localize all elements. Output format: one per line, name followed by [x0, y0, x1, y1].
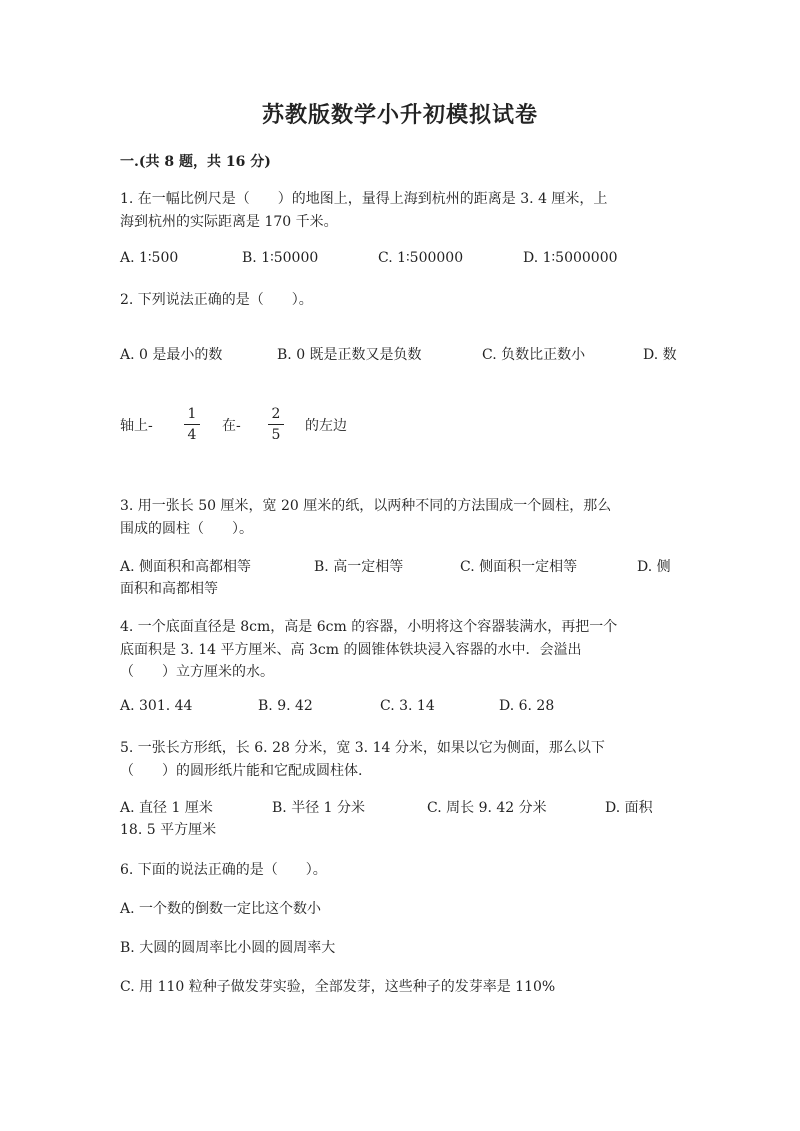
q5-option-b: B. 半径 1 分米 — [272, 800, 365, 816]
q1-stem-line1: 1. 在一幅比例尺是（ ）的地图上，量得上海到杭州的距离是 3. 4 厘米，上 — [120, 191, 608, 207]
q5-option-c: C. 周长 9. 42 分米 — [427, 800, 547, 816]
q4-stem-line2: 底面积是 3. 14 平方厘米、高 3cm 的圆锥体铁块浸入容器的水中．会溢出 — [120, 642, 582, 658]
q4-option-a: A. 301. 44 — [120, 698, 193, 714]
q5-option-a: A. 直径 1 厘米 — [120, 800, 213, 816]
fraction-numerator: 2 — [271, 406, 281, 422]
fraction-numerator: 1 — [187, 406, 197, 422]
q1-option-b: B. 1∶50000 — [242, 250, 319, 266]
fraction-two-fifths — [268, 405, 284, 444]
q5-option-d-wrap: 18. 5 平方厘米 — [120, 822, 217, 838]
q3-option-b: B. 高一定相等 — [314, 559, 404, 575]
fraction-bar — [184, 424, 200, 425]
q2-option-d: D. 数 — [643, 347, 677, 363]
fraction-denominator: 4 — [187, 427, 197, 443]
q5-stem-line2: （ ）的圆形纸片能和它配成圆柱体. — [120, 763, 363, 779]
exam-title: 苏教版数学小升初模拟试卷 — [261, 102, 538, 128]
q3-option-c: C. 侧面积一定相等 — [460, 559, 578, 575]
fraction-bar — [268, 424, 284, 425]
q6-option-a: A. 一个数的倒数一定比这个数小 — [120, 901, 322, 917]
q1-option-c: C. 1∶500000 — [378, 250, 464, 266]
q1-stem-line2: 海到杭州的实际距离是 170 千米。 — [120, 214, 338, 230]
q4-stem-line1: 4. 一个底面直径是 8cm，高是 6cm 的容器，小明将这个容器装满水，再把一个 — [120, 619, 618, 635]
q6-stem: 6. 下面的说法正确的是（ ）。 — [120, 862, 327, 878]
q4-stem-line3: （ ）立方厘米的水。 — [120, 664, 274, 680]
q4-option-d: D. 6. 28 — [499, 698, 555, 714]
q2-option-a: A. 0 是最小的数 — [120, 347, 223, 363]
q3-stem-line1: 3. 用一张长 50 厘米，宽 20 厘米的纸，以两种不同的方法围成一个圆柱，那么 — [120, 498, 612, 514]
q1-option-a: A. 1∶500 — [120, 250, 179, 266]
q6-option-b: B. 大圆的圆周率比小圆的圆周率大 — [120, 940, 336, 956]
q3-option-d-wrap: 面积和高都相等 — [120, 581, 218, 597]
q1-option-d: D. 1∶5000000 — [523, 250, 618, 266]
q2-stem: 2. 下列说法正确的是（ ）。 — [120, 292, 313, 308]
q2-option-b: B. 0 既是正数又是负数 — [277, 347, 422, 363]
q2-option-d-mid: 在- — [222, 418, 241, 434]
q2-option-c: C. 负数比正数小 — [482, 347, 586, 363]
section-heading: 一.(共 8 题，共 16 分) — [120, 154, 271, 170]
q5-stem-line1: 5. 一张长方形纸，长 6. 28 分米，宽 3. 14 分米，如果以它为侧面，那么以下 — [120, 740, 605, 756]
q6-option-c: C. 用 110 粒种子做发芽实验，全部发芽，这些种子的发芽率是 110% — [120, 979, 556, 995]
fraction-denominator: 5 — [271, 427, 281, 443]
fraction-one-quarter — [184, 405, 200, 444]
q5-option-d: D. 面积 — [605, 800, 653, 816]
q2-option-d-prefix: 轴上- — [120, 418, 153, 434]
q3-option-a: A. 侧面积和高都相等 — [120, 559, 252, 575]
q4-option-c: C. 3. 14 — [380, 698, 435, 714]
q3-option-d: D. 侧 — [637, 559, 671, 575]
q3-stem-line2: 围成的圆柱（ ）。 — [120, 521, 253, 537]
q4-option-b: B. 9. 42 — [258, 698, 313, 714]
q2-option-d-suffix: 的左边 — [305, 418, 347, 434]
